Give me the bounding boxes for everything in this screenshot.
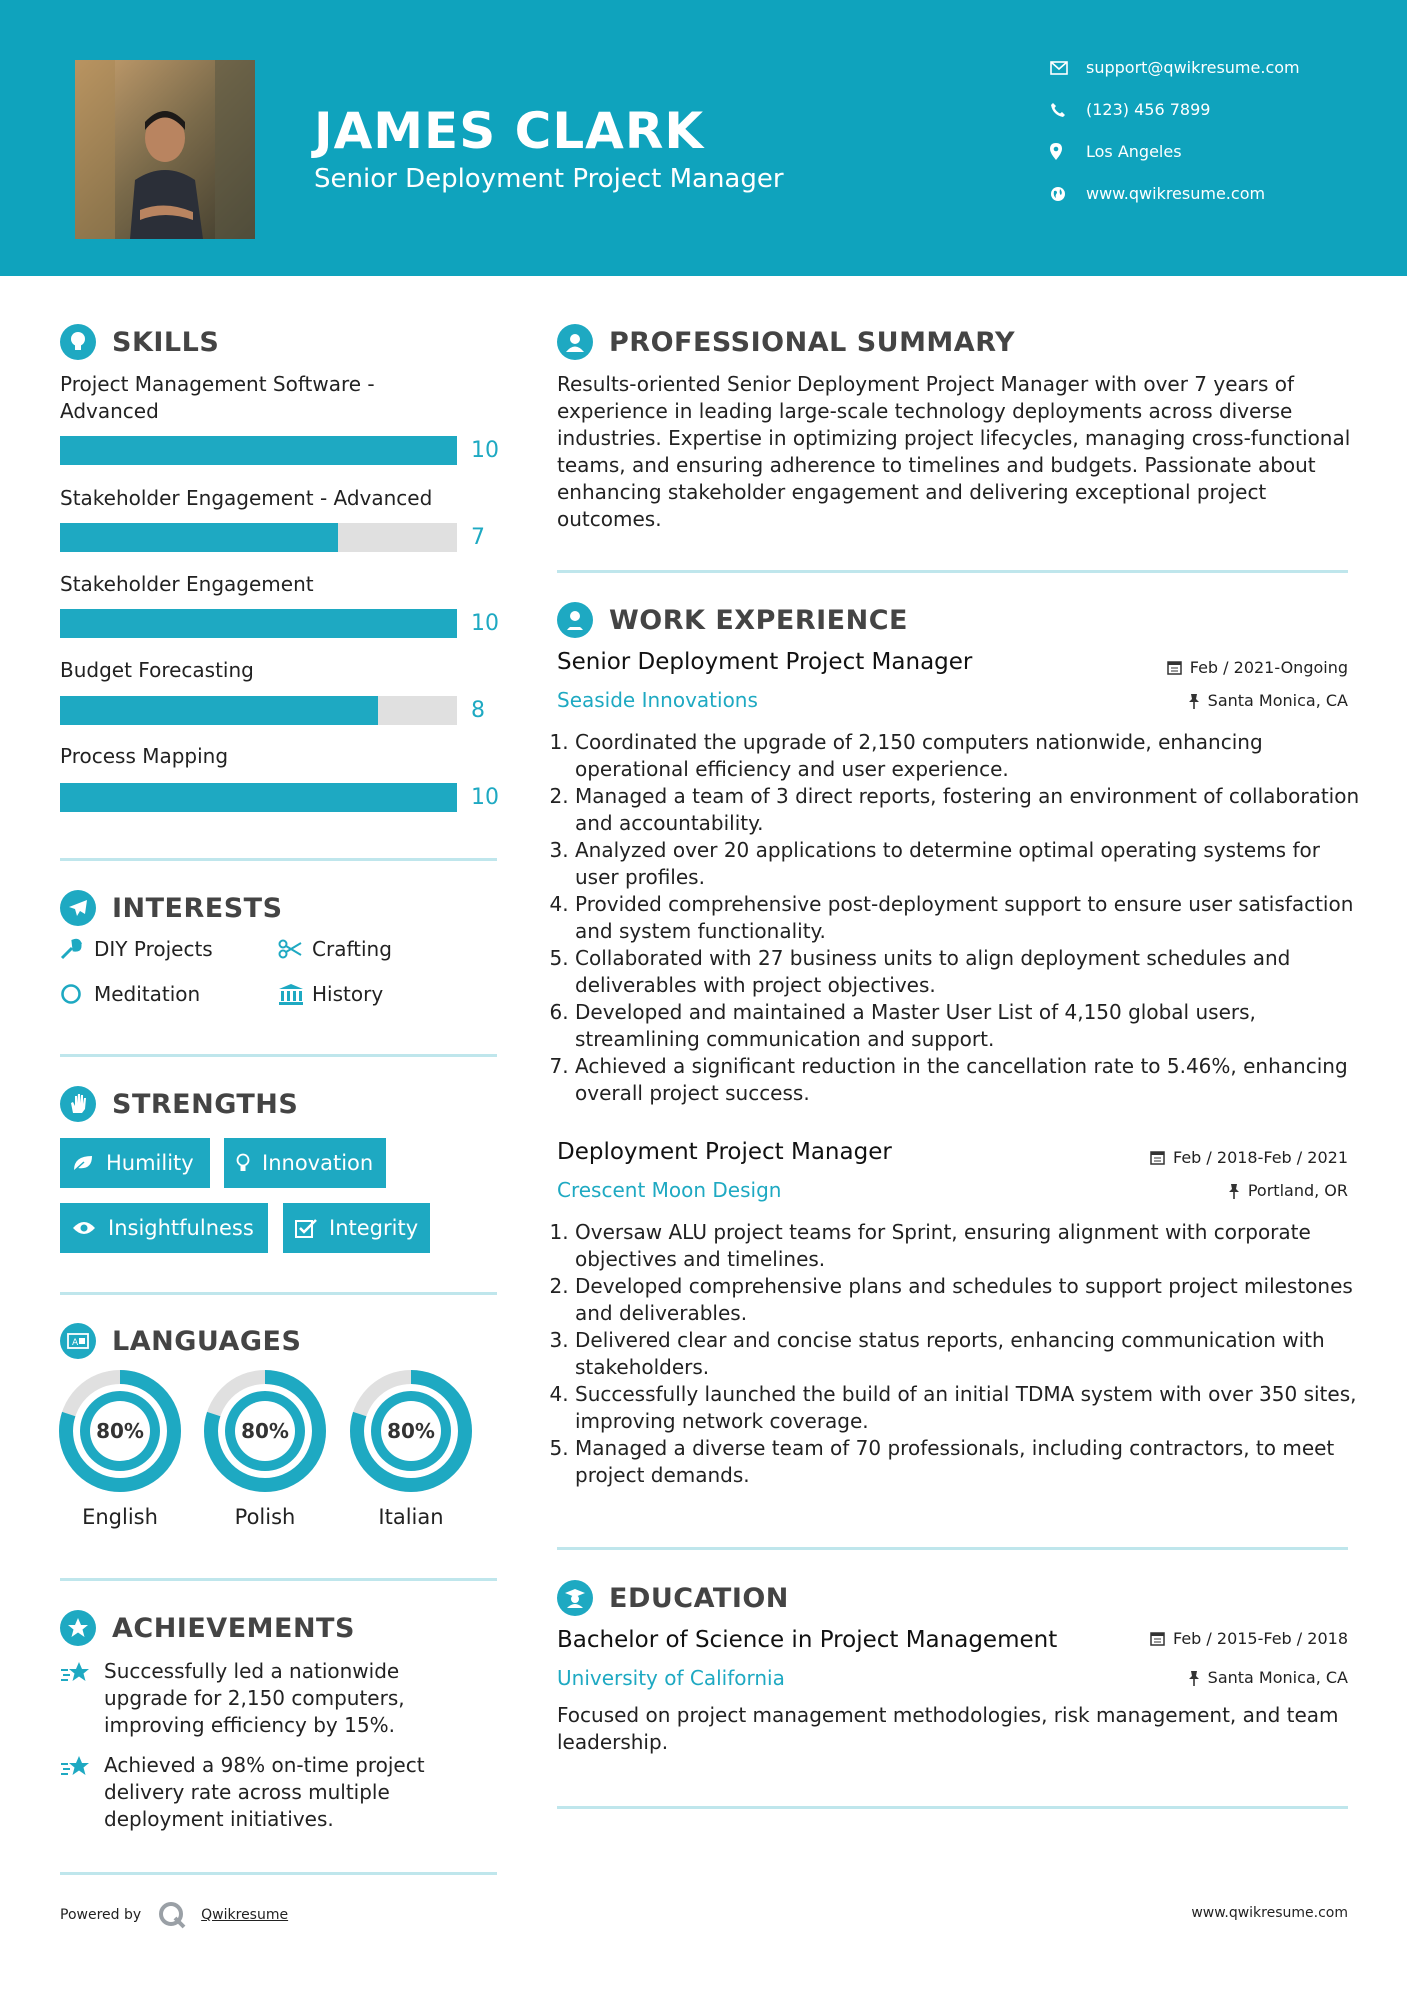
strength-tag: Humility	[60, 1138, 210, 1188]
interests-heading: INTERESTS	[60, 890, 283, 926]
skill-name: Process Mapping	[60, 744, 229, 768]
skill-bar-fill	[60, 436, 457, 465]
languages-heading: A LANGUAGES	[60, 1323, 301, 1359]
job-bullet: 5. Collaborated with 27 business units to align deployment schedules and deliverables with project objectives.	[575, 945, 1369, 999]
job-bullet: 7. Achieved a significant reduction in the cancellation rate to 5.46%, enhancing overall project success.	[575, 1053, 1369, 1107]
skill-bar-fill	[60, 523, 338, 552]
skill-level: 8	[471, 698, 485, 723]
section-divider	[60, 1054, 497, 1057]
skill-bar	[60, 523, 457, 552]
eye-icon	[72, 1220, 96, 1236]
language-percent: 80%	[241, 1419, 289, 1443]
education-dates: Feb / 2015-Feb / 2018	[1150, 1629, 1348, 1648]
job-bullet: 4. Successfully launched the build of an initial TDMA system with over 350 sites, improving network coverage.	[575, 1381, 1369, 1435]
section-divider	[557, 570, 1348, 573]
job-company: Crescent Moon Design	[557, 1178, 782, 1202]
pushpin-icon	[1228, 1183, 1240, 1199]
section-divider	[60, 1872, 497, 1875]
footer-website[interactable]: www.qwikresume.com	[1191, 1905, 1348, 1921]
job-dates: Feb / 2018-Feb / 2021	[1150, 1148, 1348, 1167]
school-name: University of California	[557, 1666, 785, 1690]
check-square-icon	[295, 1218, 317, 1238]
job-bullets	[557, 1219, 1369, 1489]
skill-level: 10	[471, 785, 499, 810]
job-bullet: 3. Analyzed over 20 applications to determine optimal operating systems for user profiles.	[575, 837, 1369, 891]
circle-icon	[60, 983, 94, 1005]
section-divider	[60, 1578, 497, 1581]
job-location: Santa Monica, CA	[1188, 691, 1348, 710]
skill-name: Project Management Software - Advanced	[60, 372, 375, 423]
job-bullet: 3. Delivered clear and concise status reports, enhancing communication with stakeholders.	[575, 1327, 1369, 1381]
interest-item: DIY Projects	[60, 937, 213, 961]
job-dates: Feb / 2021-Ongoing	[1167, 658, 1348, 677]
job-bullet: 4. Provided comprehensive post-deployment support to ensure user satisfaction and system functionality.	[575, 891, 1369, 945]
qwikresume-link[interactable]: Qwikresume	[201, 1907, 289, 1923]
globe-icon	[1050, 186, 1086, 202]
candidate-title: Senior Deployment Project Manager	[314, 164, 784, 194]
user-icon	[557, 324, 593, 360]
svg-text:A: A	[72, 1338, 79, 1348]
skill-name: Budget Forecasting	[60, 658, 254, 682]
job-company: Seaside Innovations	[557, 688, 758, 712]
language-ring	[59, 1370, 181, 1492]
skill-name: Stakeholder Engagement	[60, 572, 314, 596]
job-title: Deployment Project Manager	[557, 1139, 892, 1165]
section-divider	[557, 1806, 1348, 1809]
map-pin-icon	[1050, 143, 1086, 160]
contact-phone[interactable]: (123) 456 7899	[1050, 100, 1210, 119]
degree-title: Bachelor of Science in Project Management	[557, 1627, 1058, 1653]
strength-tag: Insightfulness	[60, 1203, 268, 1253]
calendar-icon	[1150, 1631, 1165, 1646]
interest-item: Meditation	[60, 982, 200, 1006]
language-percent: 80%	[387, 1419, 435, 1443]
pushpin-icon	[1188, 1670, 1200, 1686]
job-bullet: 5. Managed a diverse team of 70 professionals, including contractors, to meet project demands.	[575, 1435, 1369, 1489]
job-bullets	[557, 729, 1369, 1107]
lightbulb-icon	[60, 324, 96, 360]
phone-icon	[1050, 102, 1086, 118]
strength-tag: Innovation	[224, 1138, 386, 1188]
contact-email[interactable]: support@qwikresume.com	[1050, 58, 1300, 77]
language-icon	[60, 1323, 96, 1359]
experience-heading: WORK EXPERIENCE	[557, 602, 908, 638]
profile-photo	[75, 60, 255, 239]
job-bullet: 2. Developed comprehensive plans and schedules to support project milestones and deliverables.	[575, 1273, 1369, 1327]
envelope-icon	[1050, 61, 1086, 75]
skill-bar	[60, 783, 457, 812]
education-location: Santa Monica, CA	[1188, 1668, 1348, 1687]
summary-text: Results-oriented Senior Deployment Project Manager with over 7 years of experience in leading large-scale technology deployments across diverse industries. Expertise in optimizing project lifecycles, managing cross-functional teams, and ensuring adherence to timelines and budgets. Passionate about enhancing stakeholder engagement and delivering exceptional project outcomes.	[557, 372, 1351, 531]
pushpin-icon	[1188, 693, 1200, 709]
skill-bar	[60, 609, 457, 638]
skill-bar-fill	[60, 609, 457, 638]
education-heading: EDUCATION	[557, 1580, 789, 1616]
calendar-icon	[1167, 660, 1182, 675]
language-percent: 80%	[96, 1419, 144, 1443]
education-description: Focused on project management methodologies, risk management, and team leadership.	[557, 1703, 1339, 1754]
achievement-item: Achieved a 98% on-time project delivery rate across multiple deployment initiatives.	[60, 1752, 460, 1833]
candidate-name: JAMES CLARK	[314, 102, 705, 160]
section-divider	[60, 858, 497, 861]
museum-icon	[278, 983, 312, 1005]
wrench-icon	[60, 938, 94, 960]
scissors-icon	[278, 939, 312, 959]
shooting-star-icon	[60, 1752, 104, 1833]
language-name: English	[82, 1505, 158, 1529]
strength-tag: Integrity	[283, 1203, 430, 1253]
paper-plane-icon	[60, 890, 96, 926]
skill-level: 7	[471, 525, 485, 550]
skill-bar-fill	[60, 696, 378, 725]
skill-bar	[60, 436, 457, 465]
strengths-heading: STRENGTHS	[60, 1086, 298, 1122]
skill-bar	[60, 696, 457, 725]
job-location: Portland, OR	[1228, 1181, 1348, 1200]
skill-name: Stakeholder Engagement - Advanced	[60, 486, 433, 510]
job-bullet: 1. Coordinated the upgrade of 2,150 computers nationwide, enhancing operational efficiency and user experience.	[575, 729, 1369, 783]
job-bullet: 1. Oversaw ALU project teams for Sprint, ensuring alignment with corporate objectives and timelines.	[575, 1219, 1369, 1273]
section-divider	[557, 1547, 1348, 1550]
skill-level: 10	[471, 611, 499, 636]
language-ring	[204, 1370, 326, 1492]
contact-location: Los Angeles	[1050, 142, 1182, 161]
section-divider	[60, 1292, 497, 1295]
job-bullet: 2. Managed a team of 3 direct reports, fostering an environment of collaboration and accountability.	[575, 783, 1369, 837]
achievements-heading: ACHIEVEMENTS	[60, 1610, 355, 1646]
powered-by: Powered by Qwikresume	[60, 1900, 288, 1930]
shooting-star-icon	[60, 1658, 104, 1739]
qwikresume-logo-icon	[157, 1900, 187, 1930]
graduate-icon	[557, 1580, 593, 1616]
language-name: Italian	[378, 1505, 444, 1529]
lightbulb-icon	[236, 1153, 250, 1173]
star-icon	[60, 1610, 96, 1646]
contact-website[interactable]: www.qwikresume.com	[1050, 184, 1265, 203]
interest-item: Crafting	[278, 937, 392, 961]
resume-header	[0, 0, 1407, 276]
summary-heading: PROFESSIONAL SUMMARY	[557, 324, 1015, 360]
interest-item: History	[278, 982, 383, 1006]
calendar-icon	[1150, 1150, 1165, 1165]
hand-icon	[60, 1086, 96, 1122]
achievement-item: Successfully led a nationwide upgrade for 2,150 computers, improving efficiency by 15%.	[60, 1658, 460, 1739]
user-tie-icon	[557, 602, 593, 638]
skills-heading: SKILLS	[60, 324, 219, 360]
language-ring	[350, 1370, 472, 1492]
leaf-icon	[72, 1154, 94, 1172]
skill-bar-fill	[60, 783, 457, 812]
language-name: Polish	[234, 1505, 296, 1529]
skill-level: 10	[471, 438, 499, 463]
job-title: Senior Deployment Project Manager	[557, 649, 973, 675]
job-bullet: 6. Developed and maintained a Master User List of 4,150 global users, streamlining communication and support.	[575, 999, 1369, 1053]
